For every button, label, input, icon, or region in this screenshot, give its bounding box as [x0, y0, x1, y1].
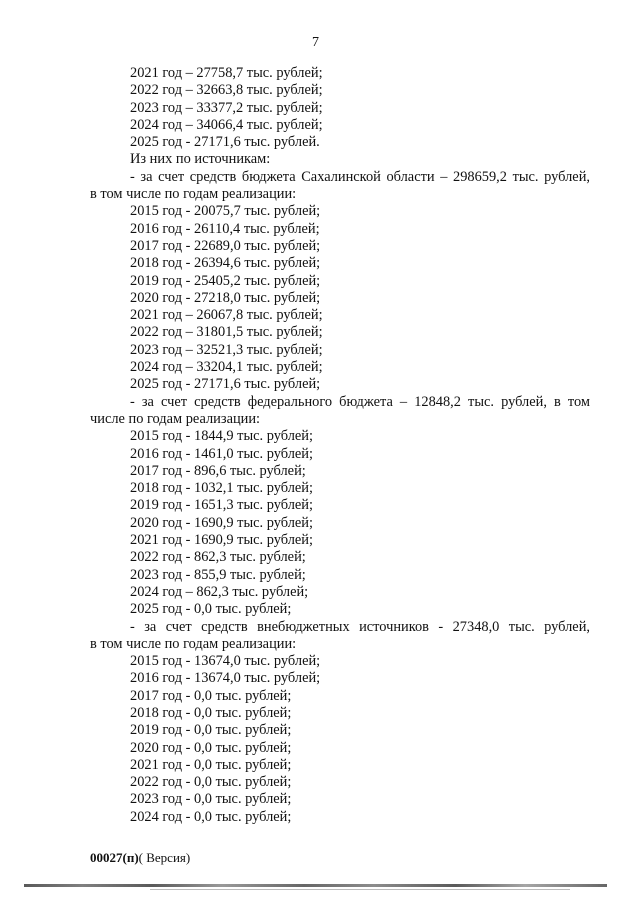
document-body [90, 65, 590, 826]
text-line: 2015 год - 20075,7 тыс. рублей; [130, 203, 321, 220]
text-line: 2024 год – 33204,1 тыс. рублей; [130, 359, 323, 376]
text-line: 2021 год – 26067,8 тыс. рублей; [130, 307, 323, 324]
text-line: 2019 год - 1651,3 тыс. рублей; [130, 497, 313, 514]
text-line: 2017 год - 22689,0 тыс. рублей; [130, 237, 321, 254]
text-line: 2024 год – 34066,4 тыс. рублей; [130, 116, 323, 133]
text-line: 2023 год - 0,0 тыс. рублей; [130, 791, 292, 808]
text-line: 2022 год - 862,3 тыс. рублей; [130, 549, 306, 566]
text-line: 2017 год - 0,0 тыс. рублей; [130, 687, 292, 704]
text-line: 2021 год - 1690,9 тыс. рублей; [130, 532, 313, 549]
text-line: 2022 год - 0,0 тыс. рублей; [130, 774, 292, 791]
text-line: 2018 год - 26394,6 тыс. рублей; [130, 255, 321, 272]
section-heading: Из них по источникам: [130, 151, 271, 168]
text-line: 2020 год - 0,0 тыс. рублей; [130, 739, 292, 756]
scan-artifact-line-thin [150, 889, 570, 890]
text-line: 2022 год – 32663,8 тыс. рублей; [130, 82, 323, 99]
document-code: 00027(п) [90, 850, 139, 865]
text-line: 2016 год - 1461,0 тыс. рублей; [130, 445, 313, 462]
document-footer [90, 850, 190, 866]
text-line: 2023 год – 33377,2 тыс. рублей; [130, 99, 323, 116]
text-line: числе по годам реализации: [90, 410, 261, 427]
text-line: 2018 год - 0,0 тыс. рублей; [130, 704, 292, 721]
text-line: 2021 год - 0,0 тыс. рублей; [130, 756, 292, 773]
text-line: 2024 год – 862,3 тыс. рублей; [130, 583, 309, 600]
source-paragraph: - за счет средств внебюджетных источников - 27348,0 тыс. рублей, [130, 618, 590, 635]
text-line: 2019 год - 25405,2 тыс. рублей; [130, 272, 321, 289]
text-line: 2025 год - 27171,6 тыс. рублей. [130, 134, 320, 151]
text-line: 2019 год - 0,0 тыс. рублей; [130, 722, 292, 739]
text-line: 2016 год - 13674,0 тыс. рублей; [130, 670, 321, 687]
text-line: 2020 год - 1690,9 тыс. рублей; [130, 514, 313, 531]
source-paragraph: - за счет средств федерального бюджета – 12848,2 тыс. рублей, в том [130, 393, 590, 410]
text-line: 2023 год - 855,9 тыс. рублей; [130, 566, 306, 583]
text-line: 2017 год - 896,6 тыс. рублей; [130, 462, 306, 479]
text-line: 2024 год - 0,0 тыс. рублей; [130, 808, 292, 825]
text-line: в том числе по годам реализации: [90, 186, 297, 203]
document-version: ( Версия) [138, 850, 191, 865]
text-line: 2020 год - 27218,0 тыс. рублей; [130, 289, 321, 306]
text-line: в том числе по годам реализации: [90, 635, 297, 652]
text-line: 2016 год - 26110,4 тыс. рублей; [130, 220, 320, 237]
text-line: 2015 год - 1844,9 тыс. рублей; [130, 428, 313, 445]
text-line: 2023 год – 32521,3 тыс. рублей; [130, 341, 323, 358]
page-number: 7 [312, 35, 319, 50]
text-line: 2021 год – 27758,7 тыс. рублей; [130, 65, 323, 81]
scan-artifact-line [24, 884, 607, 887]
text-line: 2025 год - 0,0 тыс. рублей; [130, 601, 292, 618]
text-line: 2018 год - 1032,1 тыс. рублей; [130, 480, 313, 497]
text-line: 2022 год – 31801,5 тыс. рублей; [130, 324, 323, 341]
text-line: 2015 год - 13674,0 тыс. рублей; [130, 653, 321, 670]
source-paragraph: - за счет средств бюджета Сахалинской области – 298659,2 тыс. рублей, [130, 168, 590, 185]
text-line: 2025 год - 27171,6 тыс. рублей; [130, 376, 321, 393]
